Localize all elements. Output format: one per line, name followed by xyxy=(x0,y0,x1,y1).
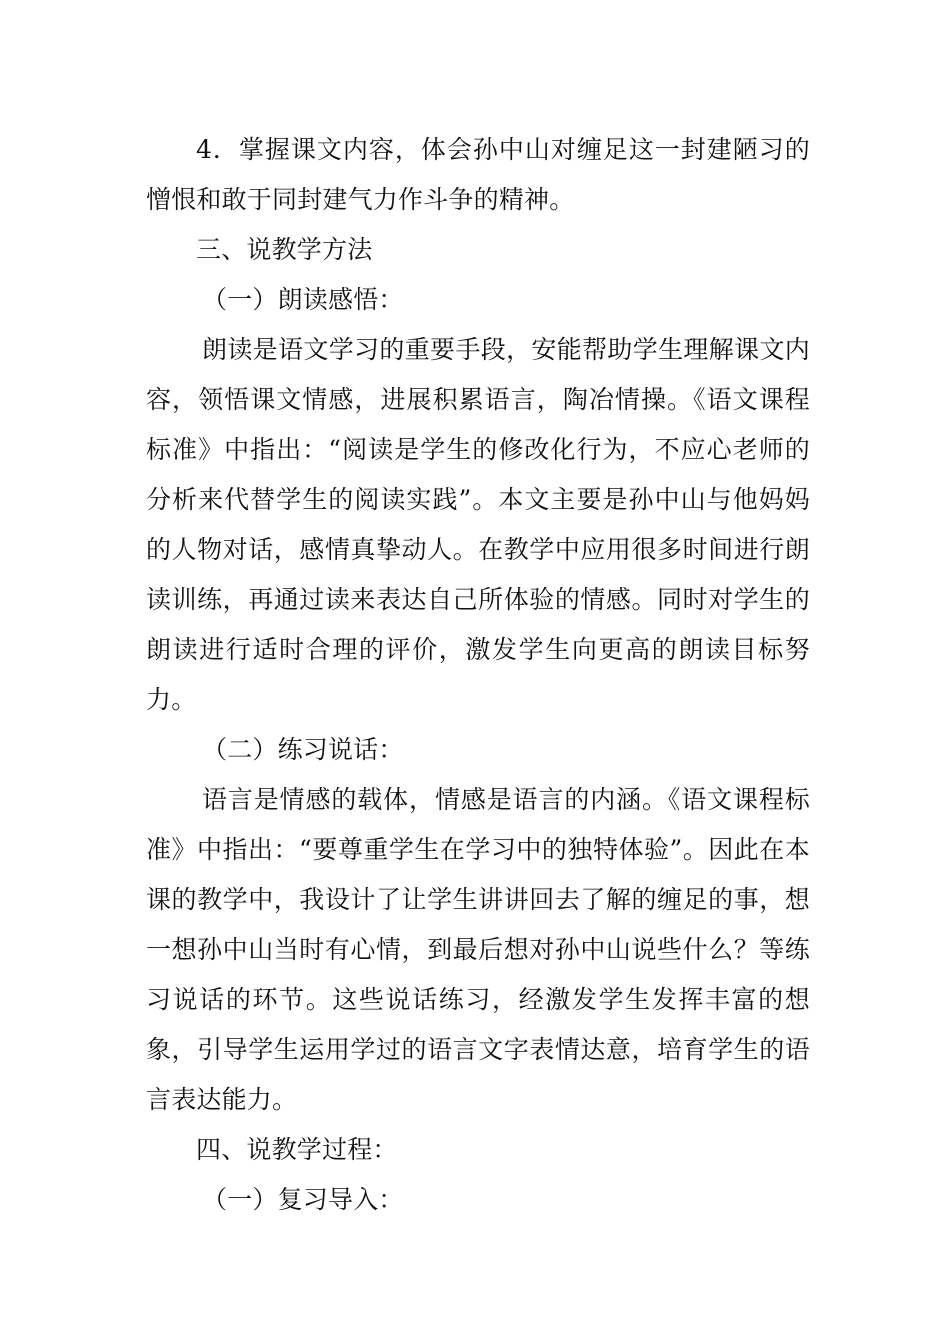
section-heading-teaching-process: 四、说教学过程： xyxy=(196,1135,398,1164)
subheading-reading: （一）朗读感悟： xyxy=(202,285,404,314)
section-heading-teaching-methods: 三、说教学方法 xyxy=(196,235,373,264)
paragraph-goal-4: 4．掌握课文内容，体会孙中山对缠足这一封建陋习的憎恨和敢于同封建气力作斗争的精神。 xyxy=(146,135,810,214)
paragraph-reading: 朗读是语文学习的重要手段，安能帮助学生理解课文内容，领悟课文情感，进展积累语言，陶冶情操。《语文课程标准》中指出：“阅读是学生的修改化行为，不应心老师的分析来代替学生的阅读实践”。本文主要是孙中山与他妈妈的人物对话，感情真挚动人。在教学中应用很多时间进行朗读训练，再通过读来表达自己所体验的情感。同时对学生的朗读进行适时合理的评价，激发学生向更高的朗读目标努力。 xyxy=(146,335,810,714)
paragraph-speaking: 语言是情感的载体，情感是语言的内涵。《语文课程标准》中指出：“要尊重学生在学习中的独特体验”。因此在本课的教学中，我设计了让学生讲讲回去了解的缠足的事，想一想孙中山当时有心情，到最后想对孙中山说些什么？等练习说话的环节。这些说话练习，经激发学生发挥丰富的想象，引导学生运用学过的语言文字表情达意，培育学生的语言表达能力。 xyxy=(146,785,810,1114)
subheading-speaking: （二）练习说话： xyxy=(202,735,404,764)
subheading-review: （一）复习导入： xyxy=(202,1185,404,1214)
